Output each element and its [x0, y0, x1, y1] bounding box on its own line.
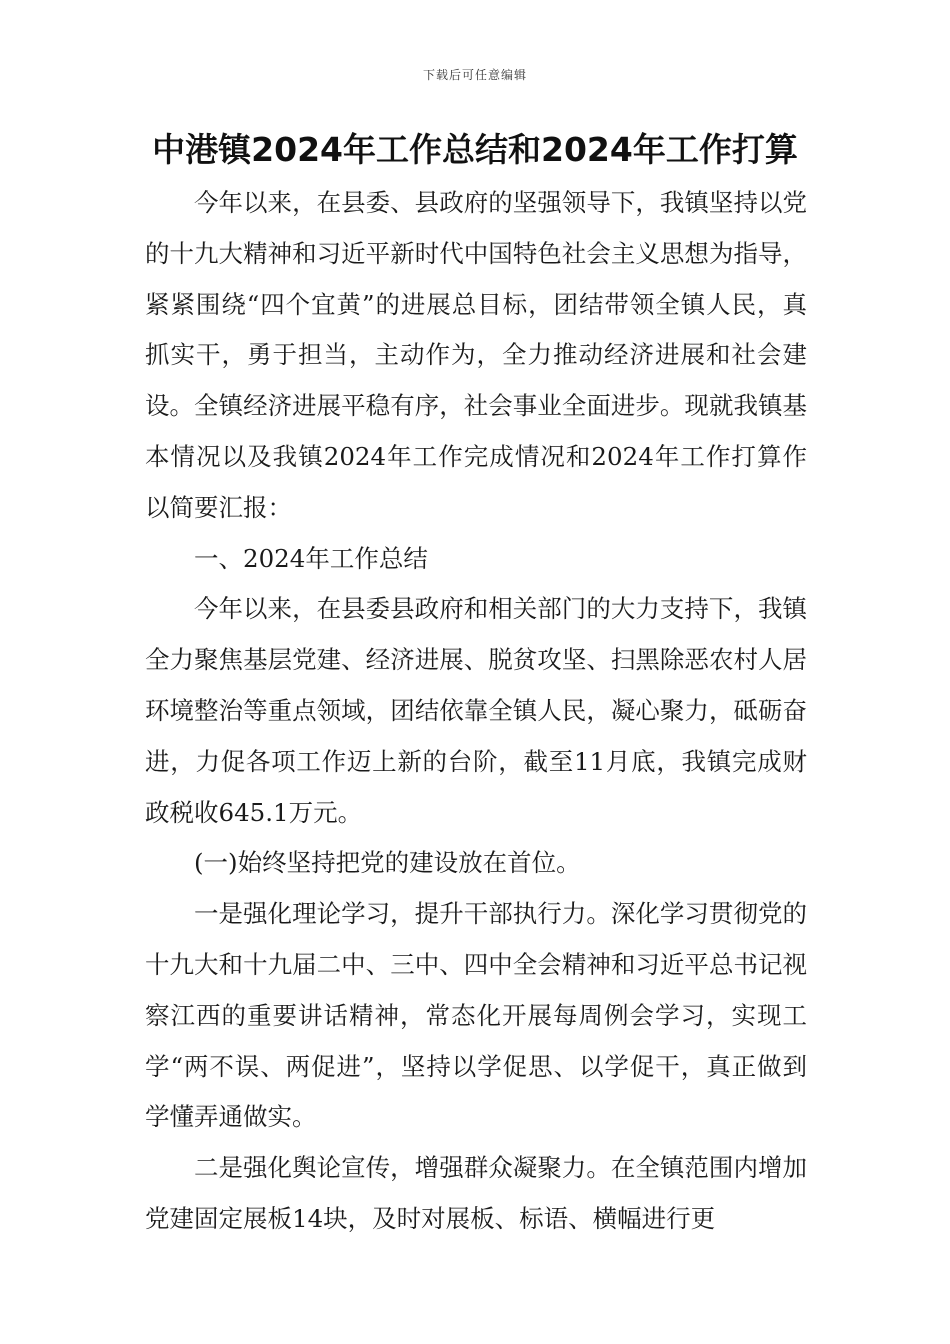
paragraph-publicity: 二是强化舆论宣传，增强群众凝聚力。在全镇范围内增加党建固定展板14块，及时对展板、标语、横幅进行更 [145, 1153, 807, 1233]
paragraph-summary: 今年以来，在县委县政府和相关部门的大力支持下，我镇全力聚焦基层党建、经济进展、脱贫攻坚、扫黑除恶农村人居环境整治等重点领域，团结依靠全镇人民，凝心聚力，砥砺奋进，力促各项工作迈上新的台阶，截至11月底，我镇完成财政税收645.1万元。 [145, 594, 807, 827]
header-note: 下载后可任意编辑 [422, 68, 527, 82]
document-body [145, 178, 807, 1245]
subsection-heading-party-building: (一)始终坚持把党的建设放在首位。 [194, 848, 581, 878]
document-title: 中港镇2024年工作总结和2024年工作打算 [152, 130, 798, 169]
paragraph-intro: 今年以来，在县委、县政府的坚强领导下，我镇坚持以党的十九大精神和习近平新时代中国特色社会主义思想为指导，紧紧围绕“四个宜黄”的进展总目标，团结带领全镇人民，真抓实干，勇于担当，主动作为，全力推动经济进展和社会建设。全镇经济进展平稳有序，社会事业全面进步。现就我镇基本情况以及我镇2024年工作完成情况和2024年工作打算作以简要汇报： [145, 188, 807, 522]
section-heading-summary: 一、2024年工作总结 [194, 543, 428, 573]
paragraph-theory-study: 一是强化理论学习，提升干部执行力。深化学习贯彻党的十九大和十九届二中、三中、四中全会精神和习近平总书记视察江西的重要讲话精神，常态化开展每周例会学习，实现工学“两不误、两促进”，坚持以学促思、以学促干，真正做到学懂弄通做实。 [145, 899, 807, 1132]
